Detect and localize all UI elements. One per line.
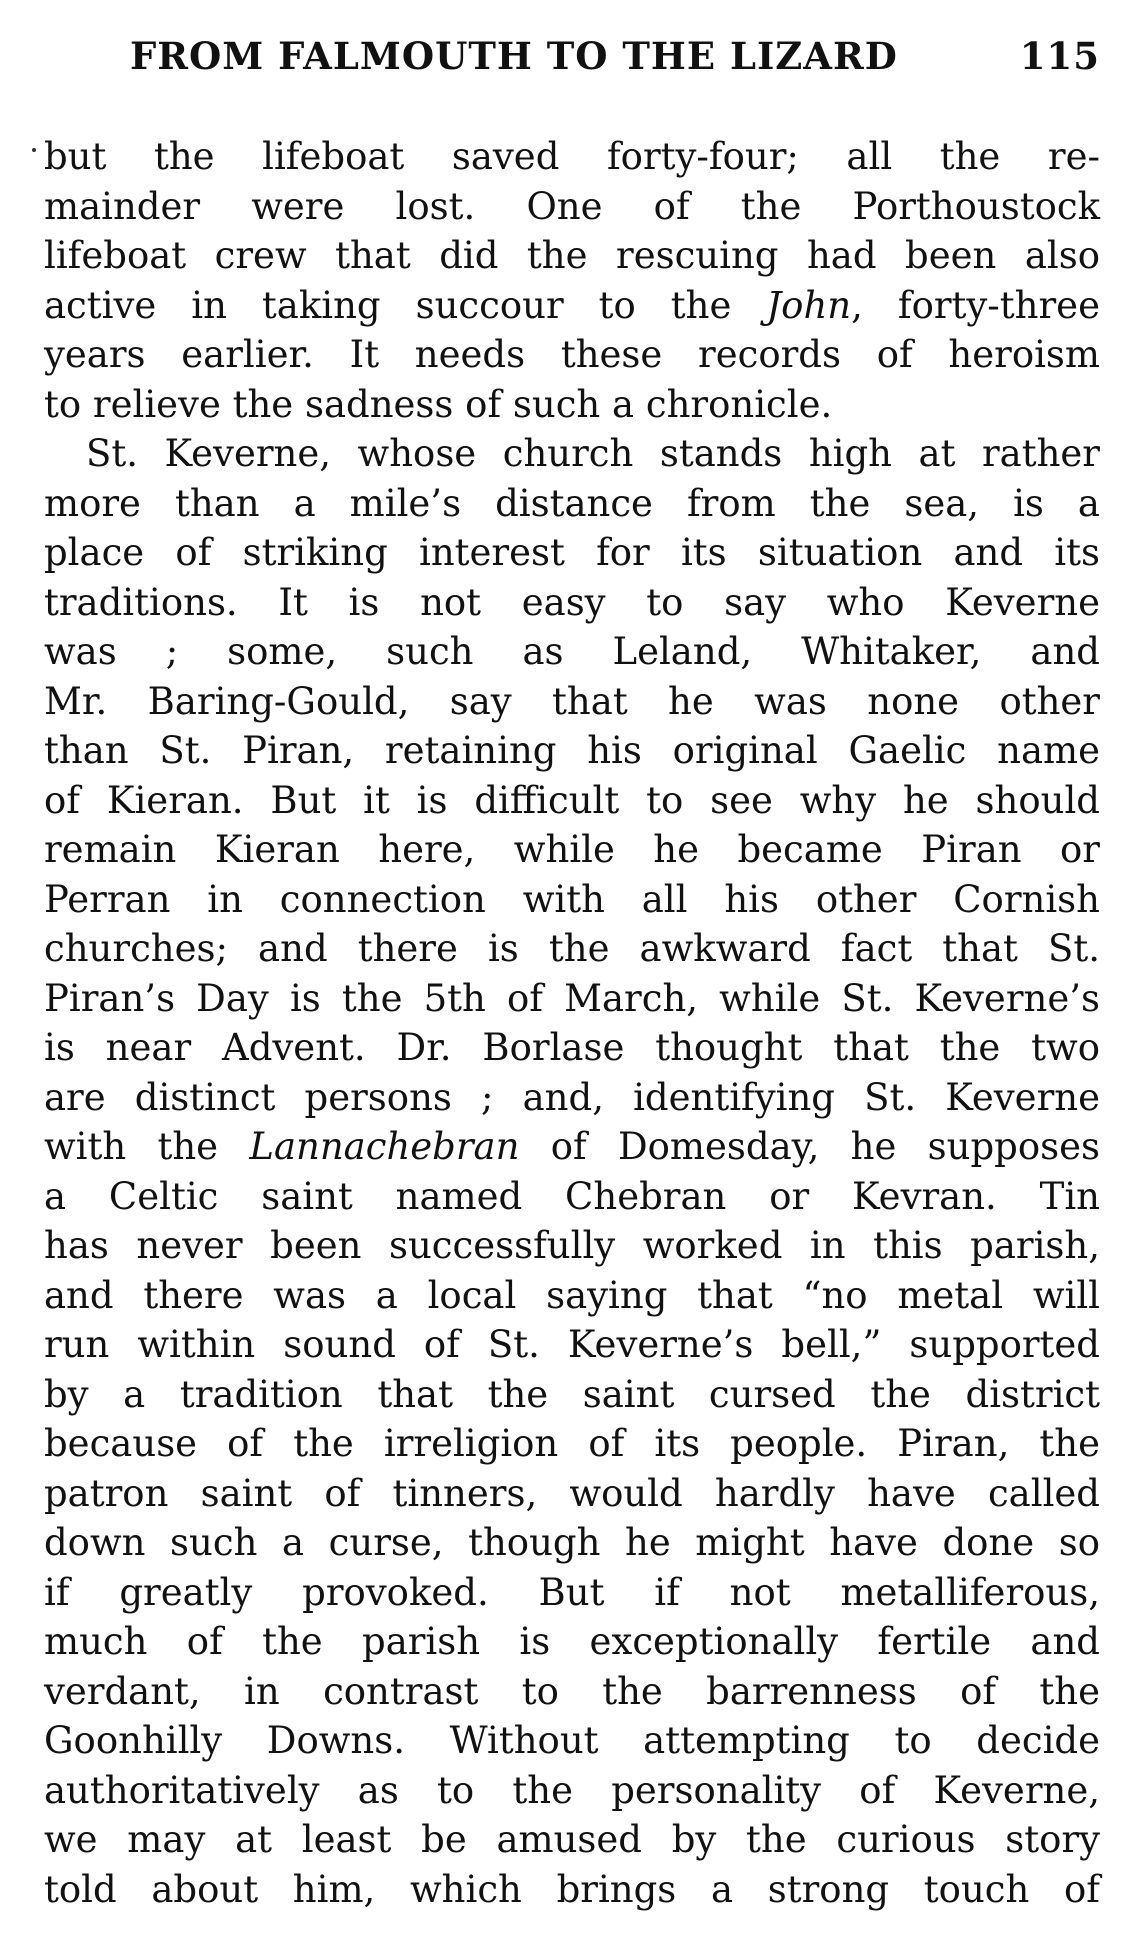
printing-speck xyxy=(32,148,36,152)
text-segment: has never been successfully worked in this parish, xyxy=(44,1224,1100,1267)
text-line xyxy=(44,1271,1100,1321)
text-line xyxy=(44,1815,1100,1865)
body-text xyxy=(44,132,1100,1914)
text-segment: more than a mile’s distance from the sea, is a xyxy=(44,481,1100,525)
text-segment: much of the parish is exceptionally fertile and xyxy=(44,1620,1100,1663)
text-segment: we may at least be amused by the curious story xyxy=(44,1818,1100,1861)
text-segment: are distinct persons ; and, identifying St. Keverne xyxy=(44,1075,1100,1119)
italic-text-segment: Lannachebran xyxy=(249,1125,520,1168)
text-segment: was ; some, such as Leland, Whitaker, and xyxy=(44,630,1100,673)
text-line xyxy=(44,1073,1100,1123)
text-segment: than St. Piran, retaining his original Gaelic name xyxy=(44,729,1100,772)
text-line xyxy=(44,1419,1100,1469)
text-segment: patron saint of tinners, would hardly have called xyxy=(44,1471,1100,1515)
text-line xyxy=(44,1716,1100,1766)
text-segment: active in taking succour to the xyxy=(44,283,767,327)
running-title: FROM FALMOUTH TO THE LIZARD xyxy=(130,34,898,78)
text-line xyxy=(44,1617,1100,1667)
text-line xyxy=(44,1172,1100,1222)
text-segment: remain Kieran here, while he became Piran or xyxy=(44,828,1100,871)
text-line xyxy=(44,1122,1100,1172)
text-line xyxy=(44,677,1100,727)
text-line xyxy=(44,924,1100,974)
text-line xyxy=(44,1221,1100,1271)
text-segment: Piran’s Day is the 5th of March, while St. Keverne’s xyxy=(44,976,1100,1020)
page-number: 115 xyxy=(1019,34,1100,78)
text-line xyxy=(44,875,1100,925)
text-line xyxy=(44,528,1100,578)
text-line xyxy=(44,726,1100,776)
text-segment: traditions. It is not easy to say who Keverne xyxy=(44,580,1100,624)
italic-text-segment: John xyxy=(766,283,852,327)
text-line xyxy=(44,776,1100,826)
text-segment: run within sound of St. Keverne’s bell,” supported xyxy=(44,1323,1100,1366)
text-segment: Mr. Baring-Gould, say that he was none other xyxy=(44,679,1100,723)
text-line xyxy=(44,330,1100,380)
text-line xyxy=(44,1320,1100,1370)
text-line xyxy=(44,1518,1100,1568)
text-segment: to relieve the sadness of such a chronicle. xyxy=(44,382,833,426)
text-line xyxy=(44,380,1100,430)
text-segment: because of the irreligion of its people. Piran, the xyxy=(44,1422,1100,1465)
text-line xyxy=(44,1568,1100,1618)
text-segment: is near Advent. Dr. Borlase thought that the two xyxy=(44,1026,1100,1069)
text-segment: authoritatively as to the personality of Keverne, xyxy=(44,1768,1100,1812)
text-segment: with the xyxy=(44,1125,250,1168)
text-line xyxy=(44,182,1100,232)
text-line xyxy=(44,429,1100,479)
text-line xyxy=(44,1023,1100,1073)
text-segment: mainder were lost. One of the Porthoustock xyxy=(44,184,1100,228)
text-segment: lifeboat crew that did the rescuing had been also xyxy=(44,234,1100,277)
text-line xyxy=(44,1370,1100,1420)
text-segment: verdant, in contrast to the barrenness of the xyxy=(44,1669,1100,1713)
text-segment: of Kieran. But it is difficult to see why he should xyxy=(44,778,1100,822)
text-segment: years earlier. It needs these records of heroism xyxy=(44,333,1100,376)
text-line xyxy=(44,1766,1100,1816)
text-segment: Perran in connection with all his other Cornish xyxy=(44,877,1100,921)
text-segment: and there was a local saying that “no metal will xyxy=(44,1273,1100,1317)
text-line xyxy=(44,1469,1100,1519)
text-segment: of Domesday, he supposes xyxy=(519,1125,1101,1168)
text-line xyxy=(44,1865,1100,1915)
text-line xyxy=(44,974,1100,1024)
text-segment: Goonhilly Downs. Without attempting to decide xyxy=(44,1719,1100,1762)
text-segment: churches; and there is the awkward fact that St. xyxy=(44,927,1100,970)
text-segment: but the lifeboat saved forty-four; all the re- xyxy=(44,135,1100,178)
text-line xyxy=(44,132,1100,182)
text-segment: told about him, which brings a strong touch of xyxy=(44,1867,1100,1911)
text-line xyxy=(44,825,1100,875)
text-line xyxy=(44,1667,1100,1717)
running-header xyxy=(130,34,1100,90)
text-line xyxy=(44,479,1100,529)
text-segment: by a tradition that the saint cursed the district xyxy=(44,1372,1100,1416)
text-line xyxy=(44,578,1100,628)
text-segment: a Celtic saint named Chebran or Kevran. Tin xyxy=(44,1174,1100,1218)
text-line xyxy=(44,281,1100,331)
text-line xyxy=(44,231,1100,281)
text-segment: St. Keverne, whose church stands high at rather xyxy=(86,432,1100,475)
text-segment: if greatly provoked. But if not metalliferous, xyxy=(44,1570,1100,1614)
text-line xyxy=(44,627,1100,677)
text-segment: place of striking interest for its situation and its xyxy=(44,531,1100,574)
text-segment: , forty-three xyxy=(851,283,1100,327)
text-segment: down such a curse, though he might have done so xyxy=(44,1521,1100,1564)
